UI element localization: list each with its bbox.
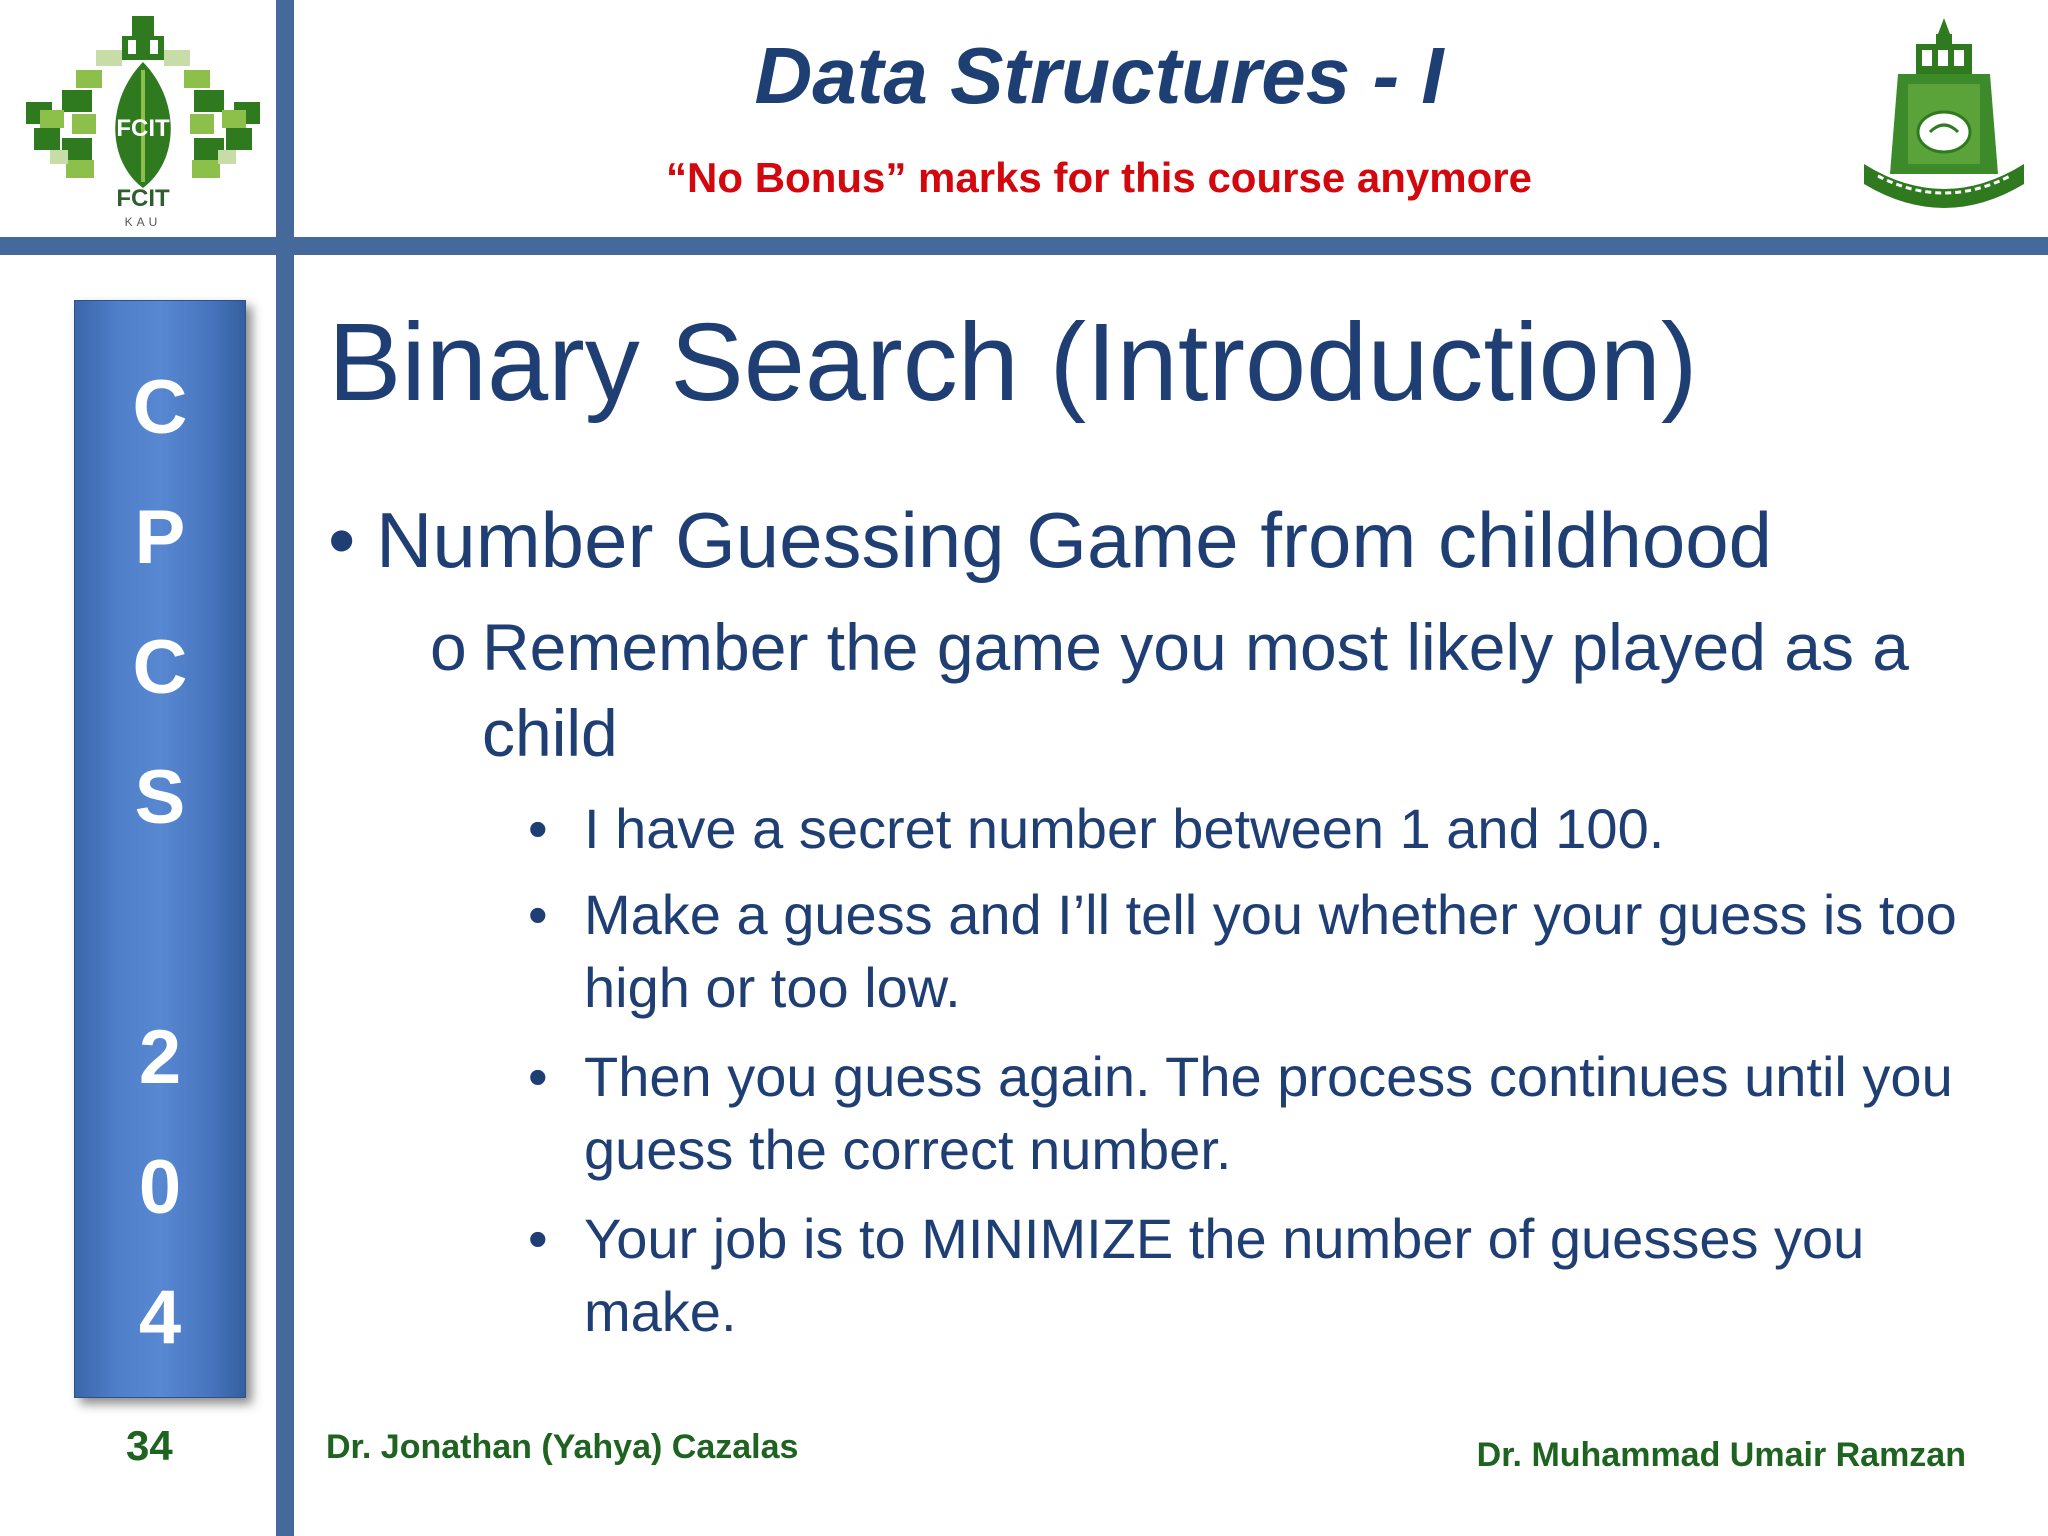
bullet-marker: •	[528, 1207, 548, 1270]
kau-logo-label: KAU	[124, 215, 162, 229]
course-code-letter: C	[132, 625, 188, 710]
bullet-marker: o	[430, 610, 467, 684]
slide-number: 34	[126, 1422, 173, 1469]
bullet-level3	[528, 1040, 2008, 1186]
bullet-text: I have a secret number between 1 and 100.	[584, 797, 1665, 860]
bullet-text: Then you guess again. The process continues until you guess the correct number.	[584, 1045, 1953, 1181]
fcit-logo-label: FCIT	[116, 185, 170, 212]
kau-emblem	[1858, 14, 2030, 220]
slide-title: Binary Search (Introduction)	[328, 301, 1698, 424]
course-code-letter: P	[134, 495, 186, 580]
vertical-divider	[276, 0, 294, 1536]
fcit-logo-mark: FCIT	[116, 115, 170, 142]
bullet-level3	[528, 1202, 2008, 1348]
bullet-level3	[528, 878, 2008, 1024]
course-code-sidebar	[74, 300, 246, 1398]
bullet-marker: •	[528, 1045, 548, 1108]
footer-author-left: Dr. Jonathan (Yahya) Cazalas	[326, 1428, 799, 1466]
course-code-letter: C	[132, 365, 188, 450]
course-code-letter: S	[134, 755, 186, 840]
bullet-marker: •	[328, 496, 356, 584]
fcit-logo	[26, 10, 260, 232]
course-code-digit: 2	[138, 1015, 182, 1100]
course-code-digit: 4	[138, 1275, 182, 1360]
horizontal-divider	[0, 237, 2048, 255]
footer-author-right: Dr. Muhammad Umair Ramzan	[1476, 1436, 1966, 1474]
bullet-level3	[528, 792, 2008, 865]
bullet-text: Make a guess and I’ll tell you whether your guess is too high or too low.	[584, 883, 1957, 1019]
bullet-text: Your job is to MINIMIZE the number of guesses you make.	[584, 1207, 1865, 1343]
bullet-level2	[430, 604, 2020, 776]
bullet-marker: •	[528, 797, 548, 860]
course-notice: “No Bonus” marks for this course anymore	[666, 154, 1532, 201]
course-code-digit: 0	[138, 1145, 182, 1230]
course-title: Data Structures - I	[754, 31, 1444, 120]
bullet-marker: •	[528, 883, 548, 946]
bullet-text: Number Guessing Game from childhood	[376, 496, 1772, 584]
bullet-level1	[328, 492, 1772, 588]
bullet-text: Remember the game you most likely played as a child	[482, 610, 1909, 770]
